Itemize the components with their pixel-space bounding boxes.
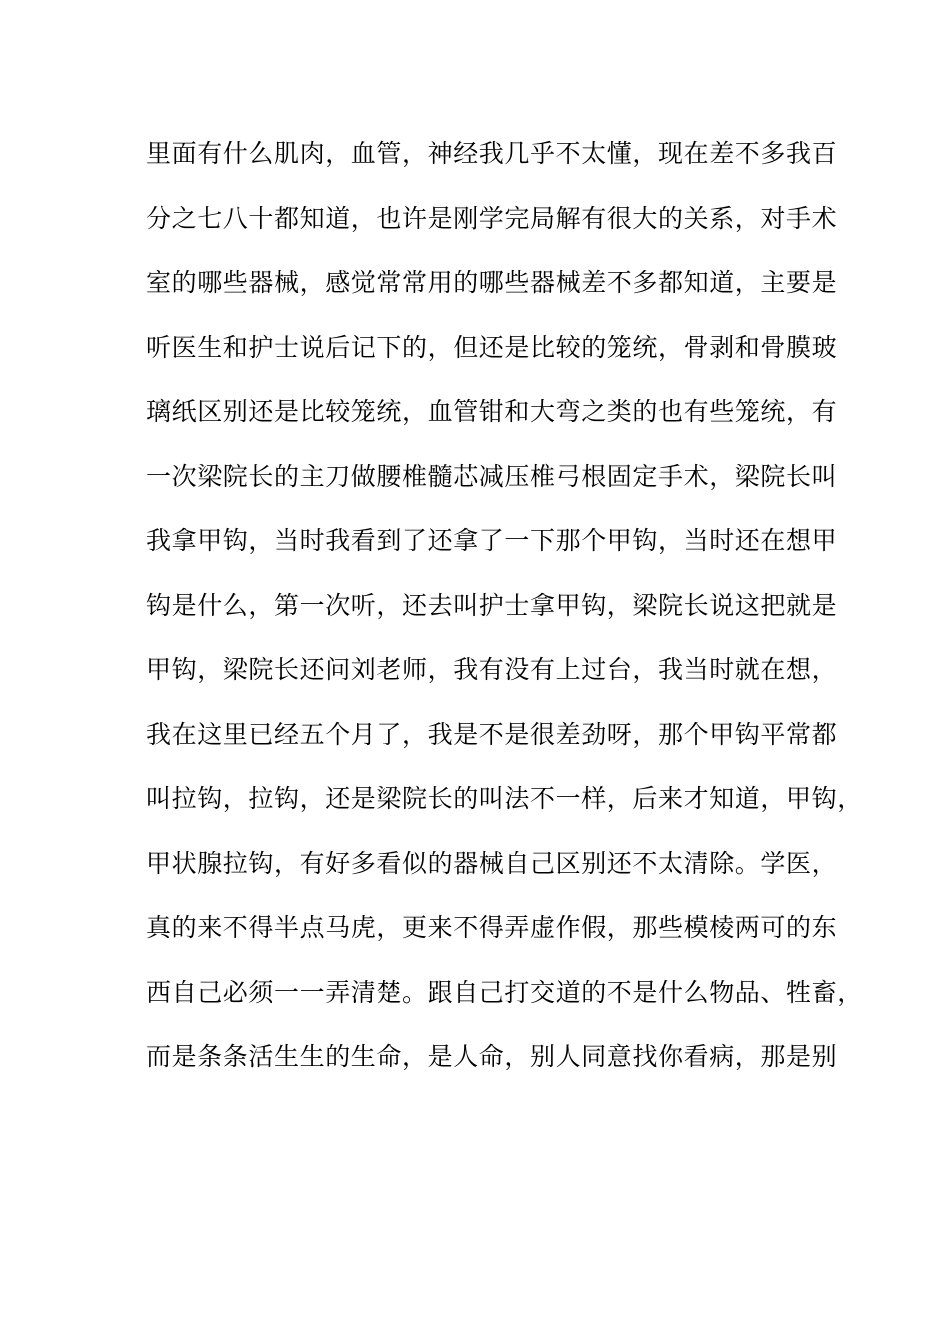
text-line: 分之七八十都知道，也许是刚学完局解有很大的关系，对手术 [146,203,838,233]
text-line: 钩是什么，第一次听，还去叫护士拿甲钩，梁院长说这把就是 [146,590,838,620]
text-line: 里面有什么肌肉，血管，神经我几乎不太懂，现在差不多我百 [146,139,838,168]
body-text [146,134,863,1102]
text-line: 西自己必须一一弄清楚。跟自己打交道的不是什么物品、牲畜， [146,977,863,1007]
text-line: 而是条条活生生的生命，是人命，别人同意找你看病，那是别 [146,1042,838,1071]
text-line: 甲钩，梁院长还问刘老师，我有没有上过台，我当时就在想， [146,655,838,684]
text-line: 叫拉钩，拉钩，还是梁院长的叫法不一样，后来才知道，甲钩， [146,784,863,813]
text-line: 听医生和护士说后记下的，但还是比较的笼统，骨剥和骨膜玻 [146,332,838,362]
text-line: 我拿甲钩，当时我看到了还拿了一下那个甲钩，当时还在想甲 [146,526,838,555]
text-line: 我在这里已经五个月了，我是不是很差劲呀，那个甲钩平常都 [146,719,838,749]
text-line: 璃纸区别还是比较笼统，血管钳和大弯之类的也有些笼统，有 [146,397,838,426]
text-line: 室的哪些器械，感觉常常用的哪些器械差不多都知道，主要是 [146,268,838,297]
text-line: 真的来不得半点马虎，更来不得弄虚作假，那些模棱两可的东 [146,913,838,942]
text-line: 甲状腺拉钩，有好多看似的器械自己区别还不太清除。学医， [146,848,838,878]
text-line: 一次梁院长的主刀做腰椎髓芯减压椎弓根固定手术，梁院长叫 [146,461,838,491]
